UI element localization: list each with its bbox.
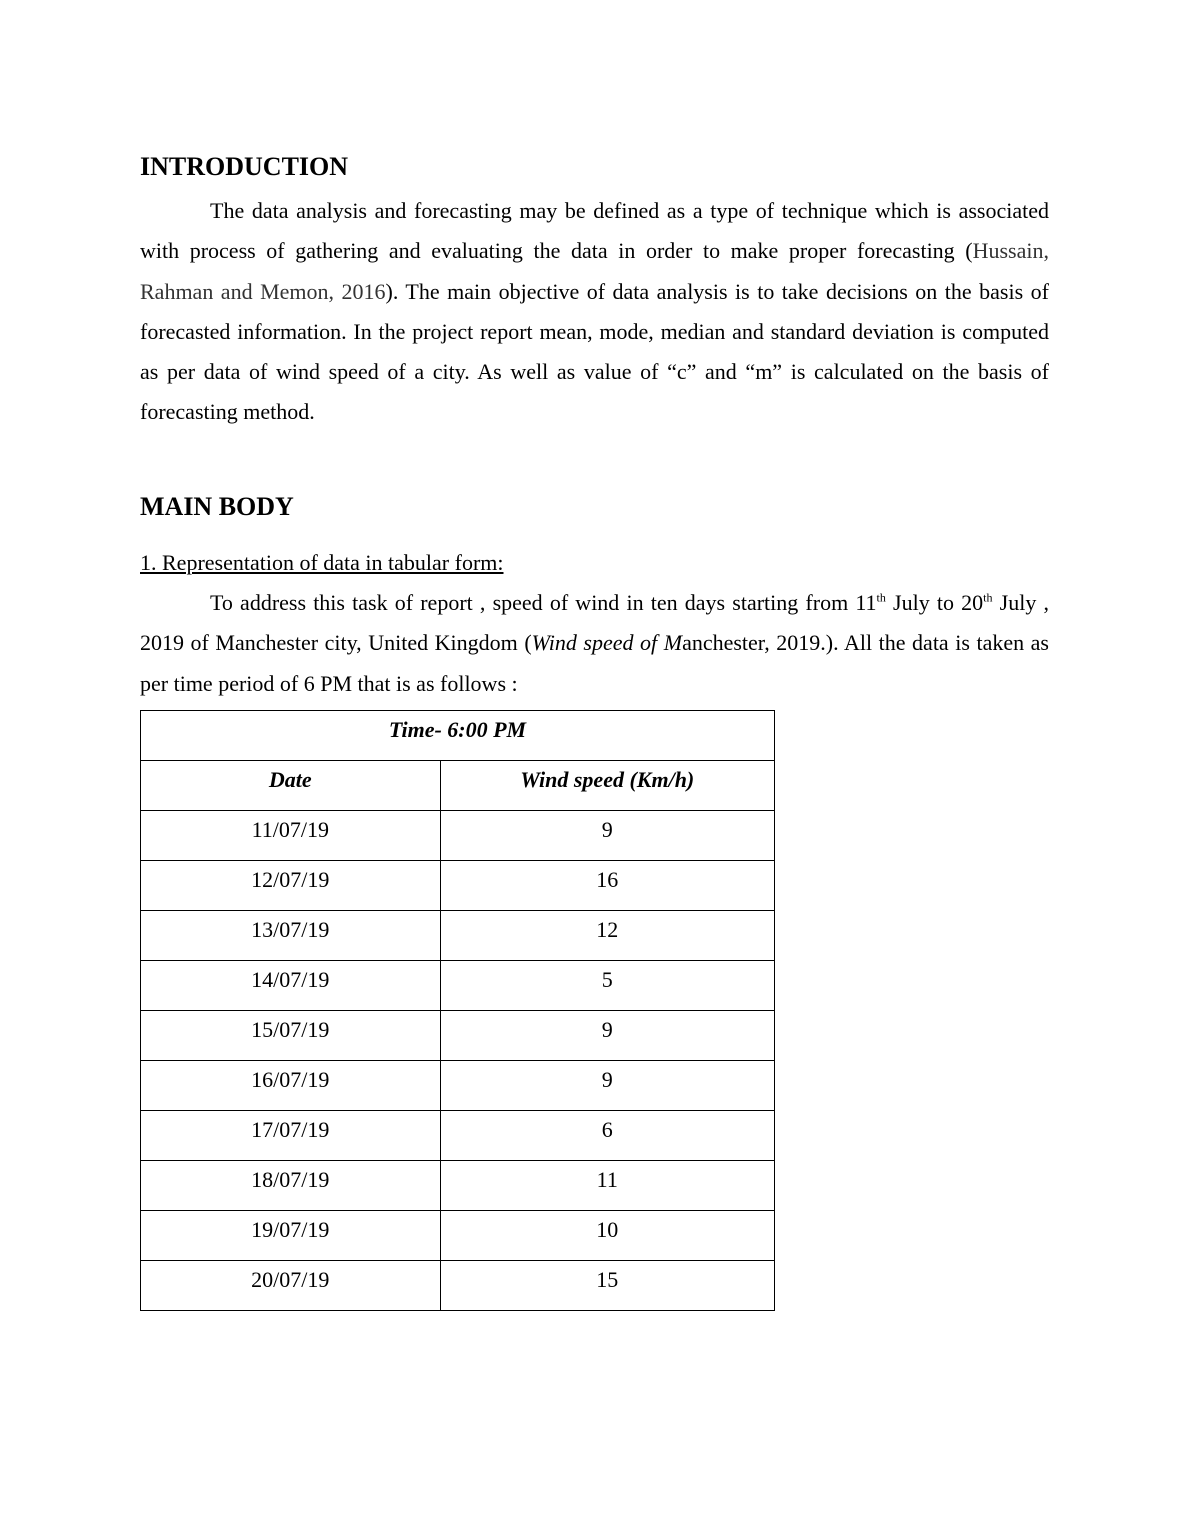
- date-cell: 15/07/19: [141, 1011, 441, 1061]
- introduction-paragraph: [140, 191, 1049, 433]
- date-cell: 12/07/19: [141, 861, 441, 911]
- wind-speed-cell: 9: [440, 1011, 774, 1061]
- intro-text-part2: ). The main objective of data analysis is to take decisions on the basis of forecasted information. In the project report mean, mode, median and standard deviation is computed as per data of wind speed of a city. As well as value of “c” and “m” is calculated on the basis of forecasting method.: [140, 278, 1049, 425]
- wind-speed-cell: 15: [440, 1261, 774, 1311]
- task-text-part3: July , 2019 of Manchester city, United Kingdom (: [140, 590, 1049, 656]
- wind-speed-cell: 5: [440, 961, 774, 1011]
- intro-citation: Hussain, Rahman and Memon, 2016: [140, 238, 1049, 304]
- section-subheading: 1. Representation of data in tabular form:: [140, 550, 504, 575]
- date-cell: 14/07/19: [141, 961, 441, 1011]
- task-sup-1: th: [876, 590, 886, 605]
- wind-speed-cell: 9: [440, 1061, 774, 1111]
- table-row: [141, 911, 775, 961]
- wind-speed-cell: 6: [440, 1111, 774, 1161]
- wind-speed-cell: 9: [440, 811, 774, 861]
- task-text-part1: To address this task of report , speed of wind in ten days starting from 11: [210, 590, 877, 615]
- date-cell: 18/07/19: [141, 1161, 441, 1211]
- task-paragraph: [140, 583, 1049, 704]
- task-sup-2: th: [983, 590, 993, 605]
- table-row: [141, 1011, 775, 1061]
- task-text-part2: July to 20: [885, 590, 984, 615]
- column-header-wind-speed: Wind speed (Km/h): [440, 761, 774, 811]
- date-cell: 20/07/19: [141, 1261, 441, 1311]
- table-row: [141, 811, 775, 861]
- date-cell: 16/07/19: [141, 1061, 441, 1111]
- wind-speed-cell: 12: [440, 911, 774, 961]
- table-title-row: [141, 711, 775, 761]
- date-cell: 19/07/19: [141, 1211, 441, 1261]
- wind-speed-cell: 11: [440, 1161, 774, 1211]
- column-header-date: Date: [141, 761, 441, 811]
- table-row: [141, 1061, 775, 1111]
- intro-text-part1: The data analysis and forecasting may be defined as a type of technique which is associated with process of gathering and evaluating the data in order to make proper forecasting (: [140, 198, 1049, 264]
- table-row: [141, 861, 775, 911]
- table-title: Time- 6:00 PM: [141, 711, 775, 761]
- date-cell: 13/07/19: [141, 911, 441, 961]
- introduction-heading: INTRODUCTION: [140, 152, 349, 181]
- main-body-heading: MAIN BODY: [140, 492, 294, 521]
- wind-speed-cell: 16: [440, 861, 774, 911]
- table-row: [141, 1161, 775, 1211]
- table-header-row: [141, 761, 775, 811]
- date-cell: 11/07/19: [141, 811, 441, 861]
- date-cell: 17/07/19: [141, 1111, 441, 1161]
- wind-speed-cell: 10: [440, 1211, 774, 1261]
- table-row: [141, 1111, 775, 1161]
- table-row: [141, 961, 775, 1011]
- table-row: [141, 1261, 775, 1311]
- task-text-part4: anchester, 2019.). All the data is taken as per time period of 6 PM that is as follows :: [140, 630, 1049, 696]
- table-row: [141, 1211, 775, 1261]
- wind-speed-table: [140, 710, 775, 1311]
- task-text-italic: Wind speed of M: [531, 630, 683, 656]
